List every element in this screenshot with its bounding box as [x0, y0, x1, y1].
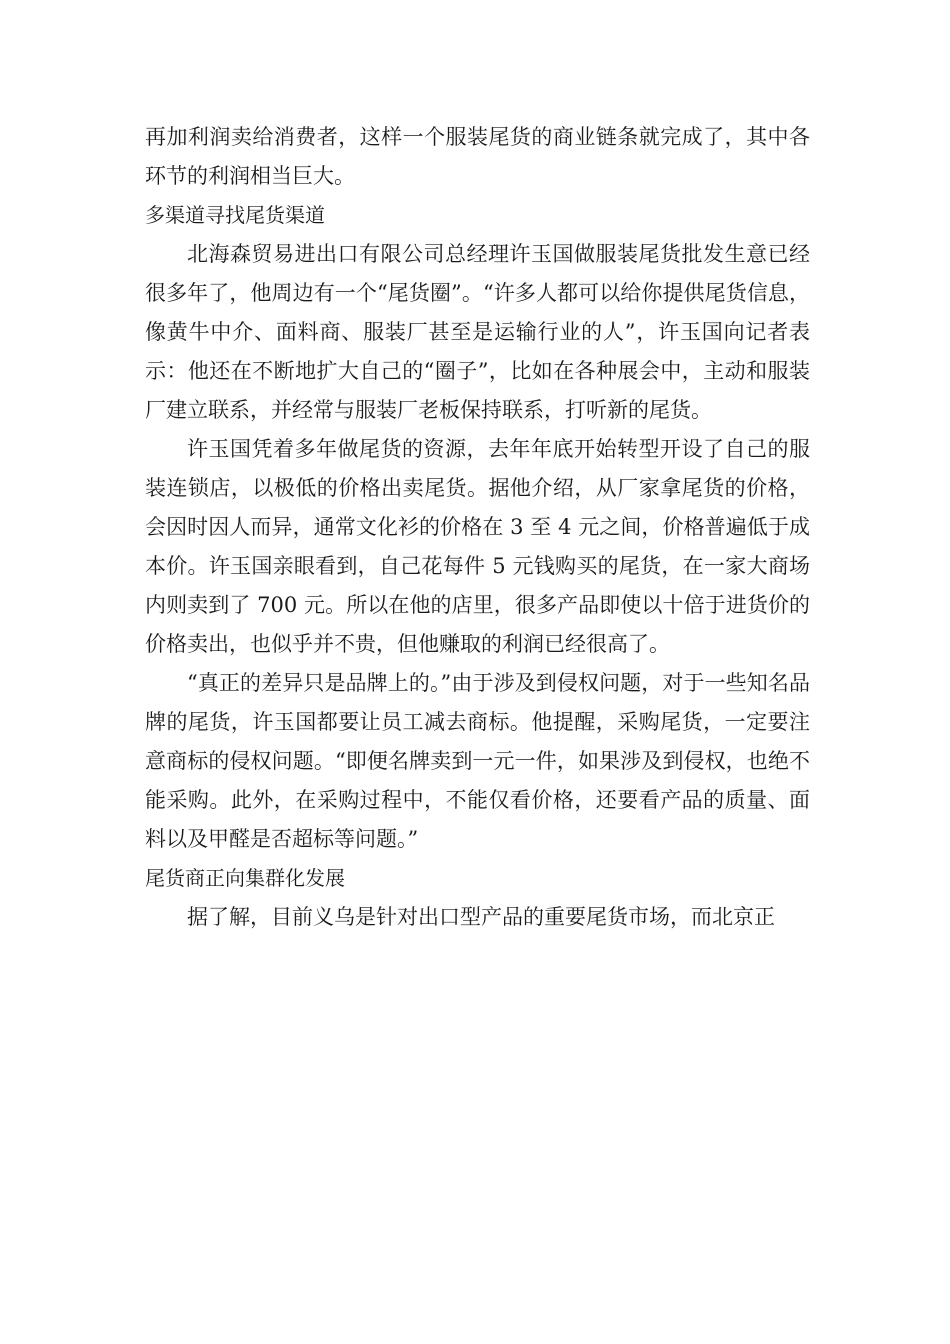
paragraph-yiwu-market: 据了解，目前义乌是针对出口型产品的重要尾货市场，而北京正	[187, 905, 775, 929]
paragraph-chain-store: 许玉国凭着多年做尾货的资源，去年年底开始转型开设了自己的服装连锁店，以极低的价格出卖尾货。据他介绍，从厂家拿尾货的价格，会因时因人而异，通常文化衫的价格在 3 至 4 元之间，价格普遍低于成本价。许玉国亲眼看到，自己花每件 5 元钱购买的尾货，在一家大商场内则卖到了 700 元。所以在他的店里，很多产品即使以十倍于进货价的价格卖出，也似乎并不贵，但他赚取的利润已经很高了。	[145, 437, 810, 656]
paragraph-continuation: 再加利润卖给消费者，这样一个服装尾货的商业链条就完成了，其中各环节的利润相当巨大。	[145, 125, 810, 188]
section-heading-clustering: 尾货商正向集群化发展	[145, 866, 345, 890]
paragraph-xu-yuguo-circle: 北海森贸易进出口有限公司总经理许玉国做服装尾货批发生意已经很多年了，他周边有一个“尾货圈”。“许多人都可以给你提供尾货信息，像黄牛中介、面料商、服装厂甚至是运输行业的人”，许玉国向记者表示：他还在不断地扩大自己的“圈子”，比如在各种展会中，主动和服装厂建立联系，并经常与服装厂老板保持联系，打听新的尾货。	[145, 242, 810, 422]
paragraph-brand-infringement: “真正的差异只是品牌上的。”由于涉及到侵权问题，对于一些知名品牌的尾货，许玉国都要让员工减去商标。他提醒，采购尾货，一定要注意商标的侵权问题。“即便名牌卖到一元一件，如果涉及到侵权，也绝不能采购。此外，在采购过程中，不能仅看价格，还要看产品的质量、面料以及甲醛是否超标等问题。”	[145, 671, 810, 851]
section-heading-channels: 多渠道寻找尾货渠道	[145, 203, 325, 227]
document-body	[145, 118, 810, 937]
